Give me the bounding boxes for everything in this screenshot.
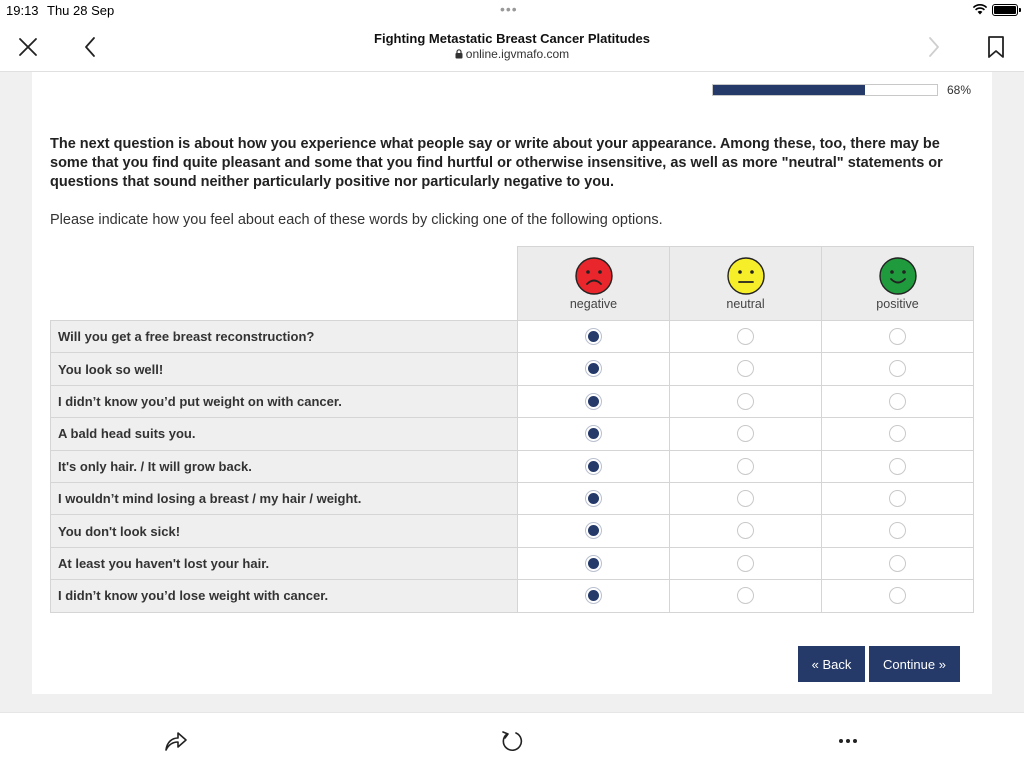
radio-neutral[interactable] [737, 393, 754, 410]
page-title: Fighting Metastatic Breast Cancer Platitudes [374, 31, 650, 46]
status-time: 19:13 [6, 3, 39, 18]
option-cell-negative[interactable] [518, 353, 670, 385]
sad-face-icon [575, 257, 613, 295]
radio-positive[interactable] [889, 490, 906, 507]
battery-icon [992, 4, 1018, 16]
row-label: At least you haven't lost your hair. [51, 547, 518, 579]
matrix-row [51, 580, 974, 612]
option-cell-negative[interactable] [518, 482, 670, 514]
rating-matrix [50, 246, 974, 613]
option-cell-positive[interactable] [822, 321, 974, 353]
radio-positive[interactable] [889, 587, 906, 604]
radio-neutral[interactable] [737, 522, 754, 539]
radio-negative[interactable] [585, 393, 602, 410]
option-cell-positive[interactable] [822, 450, 974, 482]
row-label: I didn’t know you’d put weight on with cancer. [51, 385, 518, 417]
radio-negative[interactable] [585, 555, 602, 572]
progress-fill [713, 85, 865, 95]
option-cell-negative[interactable] [518, 547, 670, 579]
radio-neutral[interactable] [737, 458, 754, 475]
row-label: I wouldn’t mind losing a breast / my hair / weight. [51, 482, 518, 514]
matrix-row [51, 547, 974, 579]
smile-face-icon [879, 257, 917, 295]
continue-button[interactable]: Continue » [869, 646, 960, 682]
matrix-body [51, 321, 974, 613]
radio-negative[interactable] [585, 360, 602, 377]
column-header-neutral [670, 247, 822, 321]
chevron-right-icon[interactable] [917, 30, 951, 64]
row-label: You don't look sick! [51, 515, 518, 547]
radio-positive[interactable] [889, 522, 906, 539]
question-text: The next question is about how you experience what people say or write about your appearance. Among these, too, there may be some that you find quite pleasant and some that you find hurtful or otherwise insensitive, as well as more "neutral" statements or questions that sound neither particularly positive nor particularly negative to you. [50, 136, 943, 190]
status-bar [0, 0, 1024, 22]
survey-page [32, 72, 992, 694]
option-cell-neutral[interactable] [670, 580, 822, 612]
reload-icon[interactable] [498, 727, 526, 755]
matrix-row [51, 515, 974, 547]
option-cell-negative[interactable] [518, 385, 670, 417]
radio-negative[interactable] [585, 522, 602, 539]
wifi-icon [972, 3, 988, 18]
browser-toolbar [0, 712, 1024, 768]
radio-neutral[interactable] [737, 587, 754, 604]
matrix-row [51, 353, 974, 385]
option-cell-positive[interactable] [822, 482, 974, 514]
browser-nav-bar [0, 22, 1024, 72]
radio-positive[interactable] [889, 555, 906, 572]
column-header-positive [822, 247, 974, 321]
option-cell-positive[interactable] [822, 353, 974, 385]
row-label: I didn’t know you’d lose weight with cancer. [51, 580, 518, 612]
progress-bar [712, 84, 938, 96]
option-cell-positive[interactable] [822, 385, 974, 417]
option-cell-neutral[interactable] [670, 418, 822, 450]
option-cell-neutral[interactable] [670, 547, 822, 579]
back-button[interactable]: « Back [798, 646, 865, 682]
url-label[interactable] [0, 47, 1024, 62]
option-cell-neutral[interactable] [670, 321, 822, 353]
radio-negative[interactable] [585, 490, 602, 507]
radio-negative[interactable] [585, 587, 602, 604]
option-cell-negative[interactable] [518, 450, 670, 482]
instruction-text: Please indicate how you feel about each of these words by clicking one of the following options. [50, 212, 663, 228]
row-label: It's only hair. / It will grow back. [51, 450, 518, 482]
radio-negative[interactable] [585, 328, 602, 345]
option-cell-neutral[interactable] [670, 450, 822, 482]
option-cell-neutral[interactable] [670, 385, 822, 417]
option-cell-neutral[interactable] [670, 515, 822, 547]
neutral-face-icon [727, 257, 765, 295]
radio-positive[interactable] [889, 328, 906, 345]
radio-positive[interactable] [889, 425, 906, 442]
more-icon[interactable] [834, 727, 862, 755]
option-cell-negative[interactable] [518, 580, 670, 612]
option-cell-neutral[interactable] [670, 482, 822, 514]
lock-icon [455, 48, 463, 62]
url-text: online.igvmafo.com [465, 47, 570, 61]
radio-neutral[interactable] [737, 328, 754, 345]
option-cell-negative[interactable] [518, 418, 670, 450]
radio-neutral[interactable] [737, 555, 754, 572]
progress-label: 68% [947, 83, 972, 97]
option-cell-negative[interactable] [518, 321, 670, 353]
share-icon[interactable] [162, 727, 190, 755]
option-cell-positive[interactable] [822, 547, 974, 579]
radio-positive[interactable] [889, 360, 906, 377]
column-header-negative [518, 247, 670, 321]
matrix-row [51, 482, 974, 514]
multitask-dots[interactable]: ••• [500, 1, 518, 17]
option-cell-negative[interactable] [518, 515, 670, 547]
option-cell-positive[interactable] [822, 418, 974, 450]
matrix-row [51, 418, 974, 450]
row-label: Will you get a free breast reconstruction? [51, 321, 518, 353]
radio-neutral[interactable] [737, 360, 754, 377]
option-cell-positive[interactable] [822, 580, 974, 612]
row-label: A bald head suits you. [51, 418, 518, 450]
radio-negative[interactable] [585, 425, 602, 442]
column-label-positive: positive [876, 297, 919, 311]
radio-positive[interactable] [889, 393, 906, 410]
radio-neutral[interactable] [737, 425, 754, 442]
option-cell-neutral[interactable] [670, 353, 822, 385]
option-cell-positive[interactable] [822, 515, 974, 547]
column-label-neutral: neutral [726, 297, 765, 311]
radio-positive[interactable] [889, 458, 906, 475]
column-label-negative: negative [569, 297, 618, 311]
matrix-row [51, 450, 974, 482]
matrix-corner [51, 247, 518, 321]
status-date: Thu 28 Sep [47, 3, 115, 18]
bookmark-icon[interactable] [979, 30, 1013, 64]
row-label: You look so well! [51, 353, 518, 385]
radio-neutral[interactable] [737, 490, 754, 507]
matrix-row [51, 385, 974, 417]
radio-negative[interactable] [585, 458, 602, 475]
matrix-row [51, 321, 974, 353]
